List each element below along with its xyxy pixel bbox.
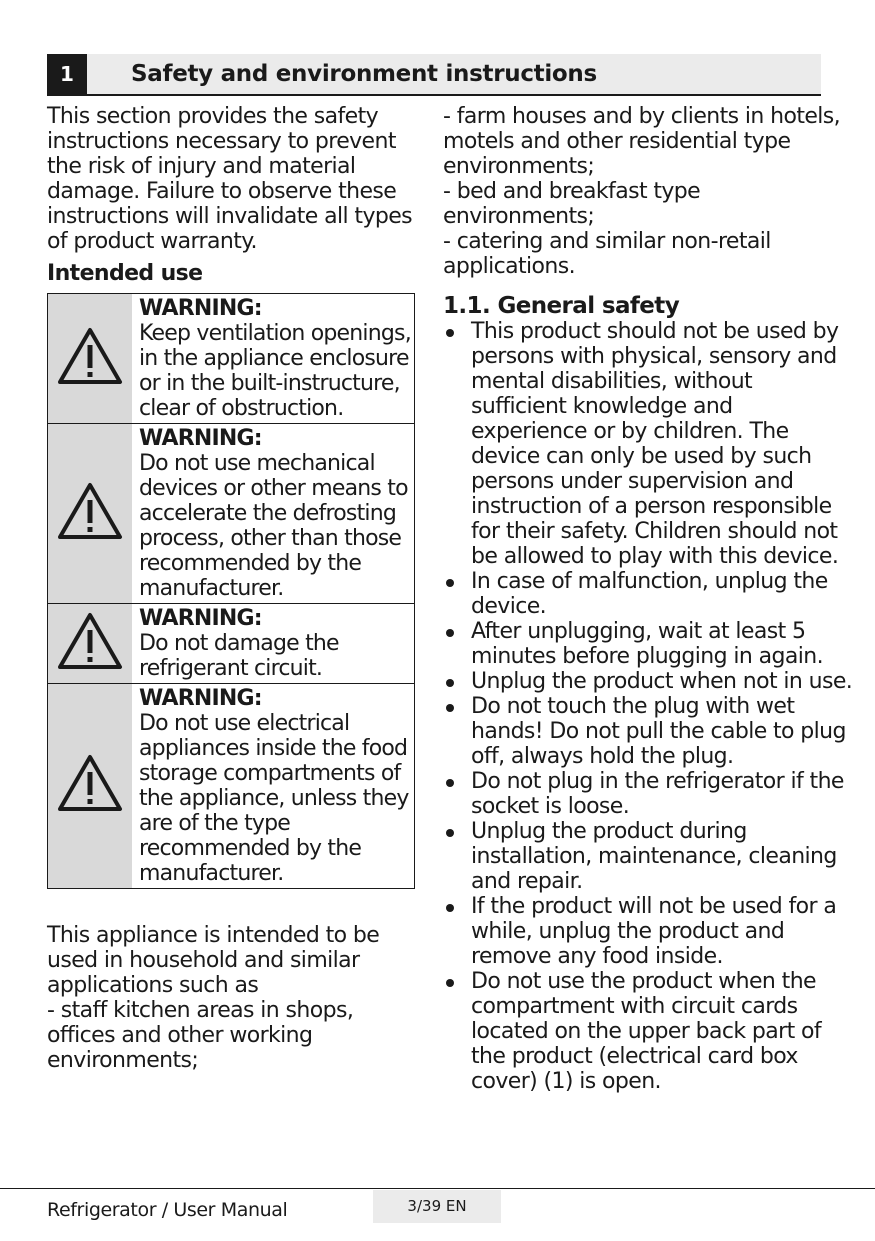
warning-row bbox=[48, 604, 415, 684]
warning-title: WARNING: bbox=[139, 686, 262, 711]
warning-text: Keep ventilation openings, in the appliance enclosure or in the built-instructure, clear of obstruction. bbox=[139, 321, 411, 421]
warning-text: Do not damage the refrigerant circuit. bbox=[139, 631, 339, 681]
list-item: In case of malfunction, unplug the device. bbox=[443, 569, 853, 619]
list-item: Unplug the product during installation, maintenance, cleaning and repair. bbox=[443, 819, 853, 894]
general-safety-heading: 1.1. General safety bbox=[443, 293, 680, 319]
general-safety-list bbox=[443, 319, 853, 1094]
page-number: 3/39 EN bbox=[373, 1190, 501, 1223]
list-item: If the product will not be used for a while, unplug the product and remove any food inside. bbox=[443, 894, 853, 969]
warning-row bbox=[48, 294, 415, 424]
usage-block bbox=[47, 923, 422, 1073]
list-item: This product should not be used by persons with physical, sensory and mental disabilities, without sufficient knowledge and experience or by children. The device can only be used by such persons under supervision and instruction of a person responsible for their safety. Children should not be allowed to play with this device. bbox=[443, 319, 853, 569]
list-item: Unplug the product when not in use. bbox=[443, 669, 853, 694]
right-column bbox=[443, 104, 853, 1094]
warning-text: Do not use mechanical devices or other means to accelerate the defrosting process, other than those recommended by the manufacturer. bbox=[139, 451, 408, 601]
usage-item: - catering and similar non-retail applications. bbox=[443, 229, 771, 279]
warning-triangle-icon bbox=[57, 611, 123, 671]
list-item: After unplugging, wait at least 5 minutes before plugging in again. bbox=[443, 619, 853, 669]
list-item: Do not use the product when the compartment with circuit cards located on the upper back part of the product (electrical card box cover) (1) is open. bbox=[443, 969, 853, 1094]
left-column bbox=[47, 104, 422, 1073]
section-header bbox=[47, 54, 821, 96]
section-number: 1 bbox=[47, 54, 87, 94]
list-item: Do not touch the plug with wet hands! Do not pull the cable to plug off, always hold the plug. bbox=[443, 694, 853, 769]
footer-doc-title: Refrigerator / User Manual bbox=[47, 1199, 288, 1221]
warning-title: WARNING: bbox=[139, 606, 262, 631]
section-title: Safety and environment instructions bbox=[131, 61, 597, 87]
warning-triangle-icon bbox=[57, 326, 123, 386]
usage-item: - bed and breakfast type environments; bbox=[443, 179, 701, 229]
footer-divider bbox=[0, 1188, 875, 1189]
warnings-table bbox=[47, 293, 415, 889]
warning-row bbox=[48, 684, 415, 889]
intro-paragraph: This section provides the safety instructions necessary to prevent the risk of injury and material damage. Failure to observe these instructions will invalidate all types of product warranty. bbox=[47, 104, 413, 254]
warning-text: Do not use electrical appliances inside the food storage compartments of the appliance, unless they are of the type recommended by the manufacturer. bbox=[139, 711, 409, 886]
warning-triangle-icon bbox=[57, 753, 123, 813]
usage-item: - staff kitchen areas in shops, offices and other working environments; bbox=[47, 998, 354, 1073]
warning-title: WARNING: bbox=[139, 296, 262, 321]
list-item: Do not plug in the refrigerator if the socket is loose. bbox=[443, 769, 853, 819]
warning-triangle-icon bbox=[57, 481, 123, 541]
usage-item: - farm houses and by clients in hotels, motels and other residential type environments; bbox=[443, 104, 841, 179]
usage-intro: This appliance is intended to be used in household and similar applications such as bbox=[47, 923, 380, 998]
warning-title: WARNING: bbox=[139, 426, 262, 451]
warning-row bbox=[48, 424, 415, 604]
intended-use-heading: Intended use bbox=[47, 261, 203, 286]
